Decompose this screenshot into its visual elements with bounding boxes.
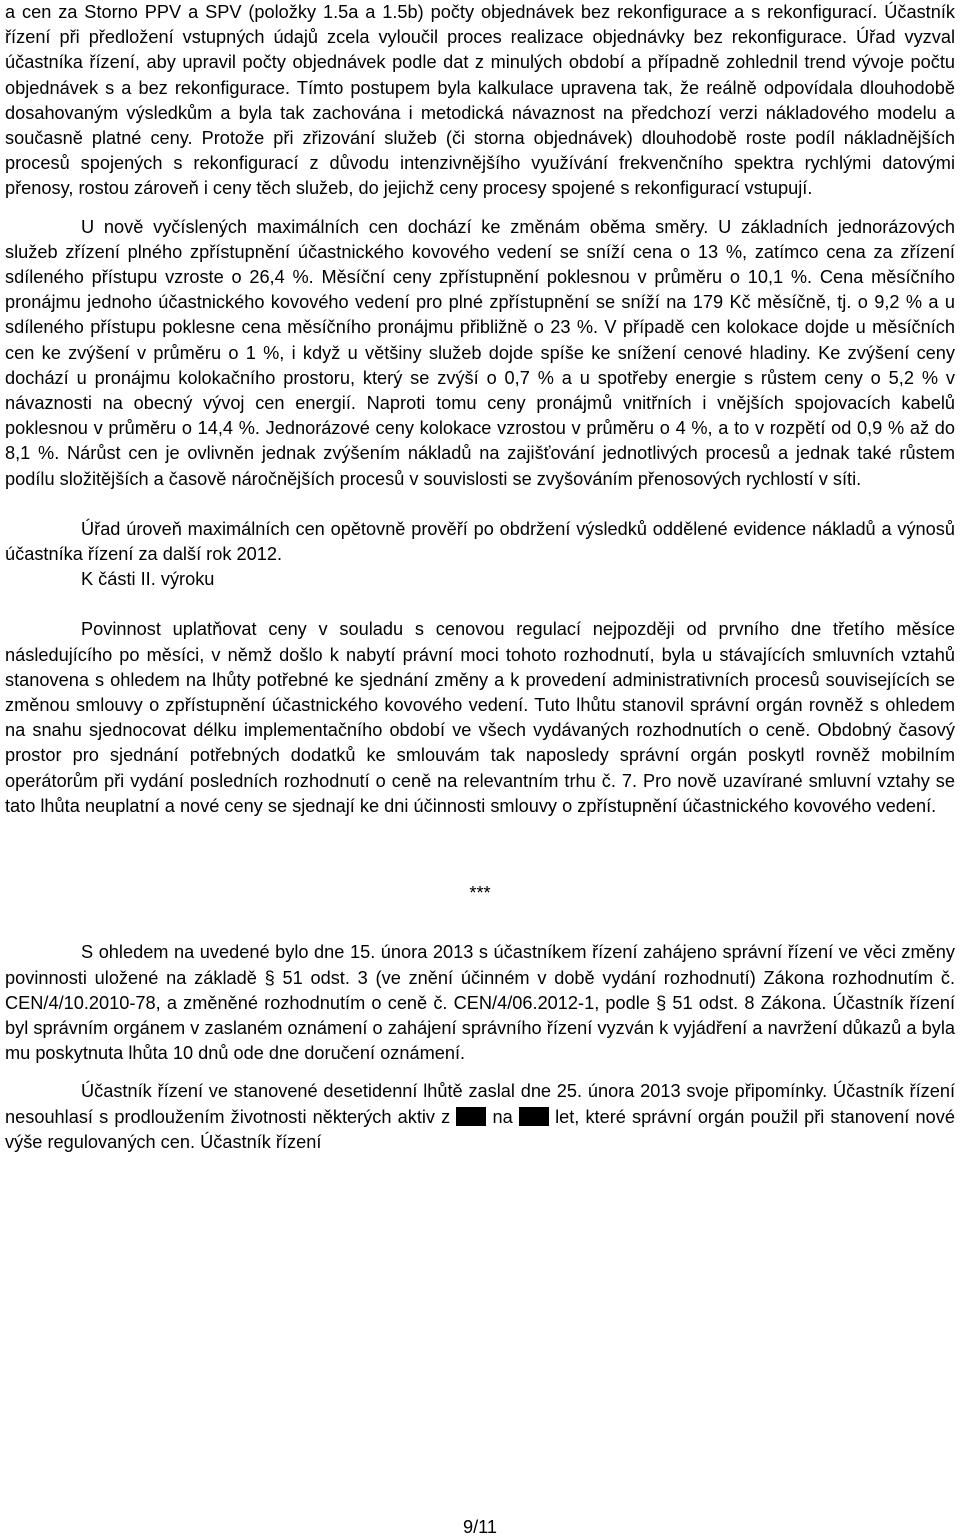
paragraph-overeni-cen: Úřad úroveň maximálních cen opětovně prověří po obdržení výsledků oddělené evidence nákladů a výnosů účastníka řízení za další rok 2012. (5, 518, 955, 565)
paragraph-zahajeni-rizeni: S ohledem na uvedené bylo dne 15. února 2013 s účastníkem řízení zahájeno správní řízení ve věci změny povinnosti uložené na základě § 51 odst. 3 (ve znění účinném v době vydání rozhodnutí) Zákona rozhodnutím č. CEN/4/10.2010-78, a změněné rozhodnutím o ceně č. CEN/4/06.2012-1, podle § 51 odst. 8 Zákona. Účastník řízení byl správním orgánem v zaslaném oznámení o zahájení správního řízení vyzván k vyjádření a navržení důkazů a byla mu poskytnuta lhůta 10 dnů ode dne doručení oznámení. (5, 942, 955, 1064)
paragraph-zmeny-cen: U nově vyčíslených maximálních cen dochází ke změnám oběma směry. U základních jednorázových služeb zřízení plného zpřístupnění účastnického kovového vedení se sníží cena o 13 %, zatímco cena za zřízení sdíleného přístupu vzroste o 26,4 %. Měsíční ceny zpřístupnění poklesnou v průměru o 10,1 %. Cena měsíčního pronájmu jednoho účastnického kovového vedení pro plné zpřístupnění se sníží na 179 Kč měsíčně, tj. o 9,2 % a u sdíleného přístupu poklesne cena měsíčního pronájmu přibližně o 23 %. V případě cen kolokace dojde u měsíčních cen ke zvýšení v průměru o 1 %, i když u většiny služeb dojde spíše ke snížení cenové hladiny. Ke zvýšení ceny dochází u pronájmu kolokačního prostoru, který se zvýší o 0,7 % a u spotřeby energie s růstem ceny o 5,2 % v návaznosti na obecný vývoj cen energií. Naproti tomu ceny pronájmů vnitřních i vnějších spojovacích kabelů poklesnou v průměru o 14,4 %. Jednorázové ceny kolokace vzrostou v průměru o 4 %, a to v rozpětí od 0,9 % až do 8,1 %. Nárůst cen je ovlivněn jednak zvýšením nákladů na zajišťování jednotlivých procesů a jednak také růstem podílu složitějších a časově náročnějších procesů v souvislosti se zvyšováním přenosových rychlostí v síti. (5, 216, 955, 489)
paragraph-storno-rekonfigurace: a cen za Storno PPV a SPV (položky 1.5a a 1.5b) počty objednávek bez rekonfigurace a s rekonfigurací. Účastník řízení při předložení vstupných údajů zcela vyloučil proces realizace objednávky bez rekonfigurace. Úřad vyzval účastníka řízení, aby upravil počty objednávek podle dat z minulých období a případně zohlednil trend vývoje počtu objednávek s a bez rekonfigurace. Tímto postupem byla kalkulace upravena tak, že reálně odpovídala dlouhodobě dosahovaným výsledkům a byla tak zachována i metodická návaznost na předchozí verzi nákladového modelu a současně platné ceny. Protože při zřizování služeb (či storna objednávek) dlouhodobě roste podíl nákladnějších procesů spojených s rekonfigurací z důvodu intenzivnějšího využívání frekvenčního spektra rychlými datovými přenosy, rostou zároveň i ceny těch služeb, do jejichž ceny procesy spojené s rekonfigurací vstupují. (5, 2, 955, 199)
section-separator: *** (469, 883, 491, 904)
page-number: 9/11 (462, 1517, 498, 1537)
redacted-box (456, 1107, 486, 1126)
paragraph-pripominky-part2: na (492, 1106, 513, 1127)
paragraph-povinnost: Povinnost uplatňovat ceny v souladu s cenovou regulací nejpozději od prvního dne třetího měsíce následujícího po měsíci, v němž došlo k nabytí právní moci tohoto rozhodnutí, byla u stávajících smluvních vztahů stanovena s ohledem na lhůty potřebné ke sjednání změny a k provedení administrativních procesů souvisejících se změnou smlouvy o zpřístupnění účastnického kovového vedení. Tuto lhůtu stanovil správní orgán rovněž s ohledem na snahu sjednocovat délku implementačního období ve všech vydávaných rozhodnutích o ceně. Obdobný časový prostor pro sjednání potřebných dodatků ke smlouvám tak naposledy správní orgán poskytl rovněž mobilním operátorům při vydání posledních rozhodnutí o ceně na relevantním trhu č. 7. Pro nově uzavírané smluvní vztahy se tato lhůta neuplatní a nové ceny se sjednají ke dni účinnosti smlouvy o zpřístupnění účastnického kovového vedení. (5, 619, 955, 816)
document-page (5, 0, 955, 1155)
paragraph-pripominky-part3: let, které správní orgán použil při stanovení nové výše regulovaných cen. Účastník řízení (5, 1106, 955, 1152)
paragraph-pripominky-part1: Účastník řízení ve stanovené desetidenní lhůtě zaslal dne 25. února 2013 svoje připomínky. Účastník řízení nesouhlasí s prodloužením životnosti některých aktiv z (5, 1081, 955, 1127)
paragraph-pripominky (5, 1079, 955, 1155)
section-heading: K části II. výroku (81, 569, 215, 590)
redacted-box (519, 1107, 549, 1126)
